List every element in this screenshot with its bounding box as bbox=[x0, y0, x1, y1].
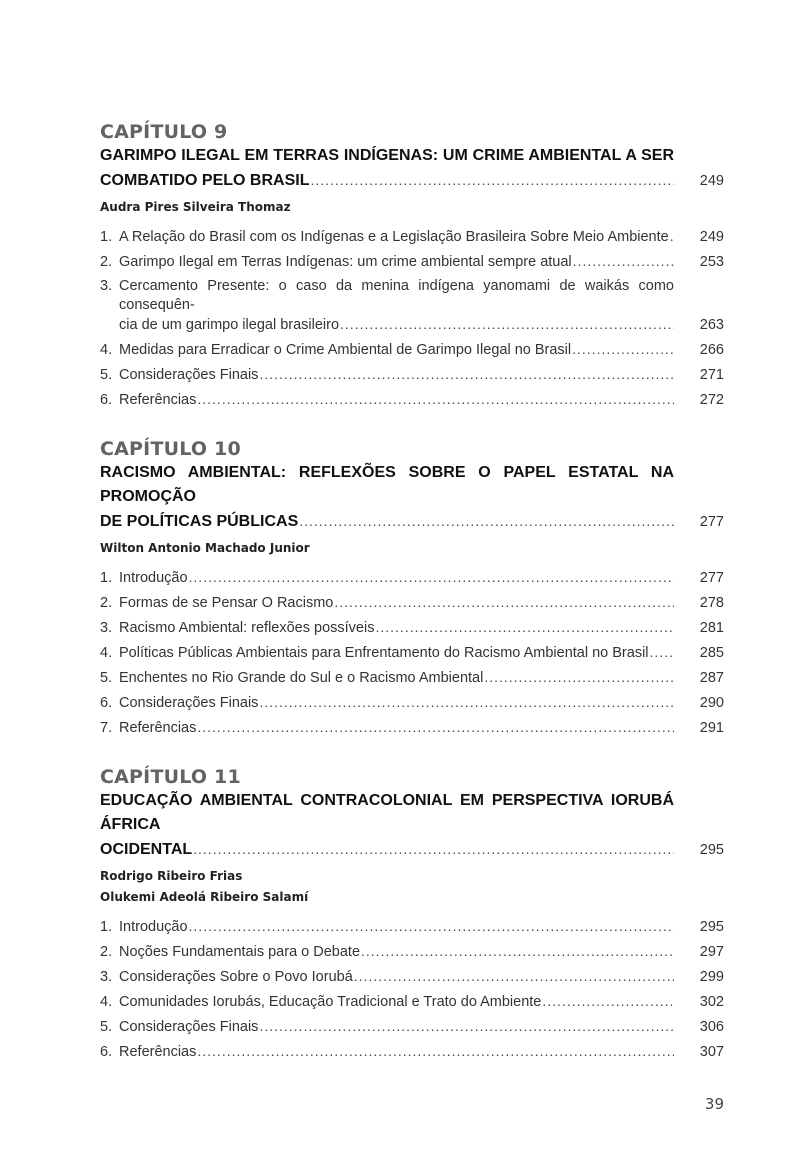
dot-leader bbox=[197, 1039, 674, 1063]
chapter-title bbox=[100, 461, 724, 534]
section-page: 295 bbox=[699, 919, 724, 935]
section-entry bbox=[100, 715, 724, 740]
section-title: Comunidades Iorubás, Educação Tradicional e Trato do Ambiente bbox=[119, 994, 542, 1010]
section-title: Enchentes no Rio Grande do Sul e o Racismo Ambiental bbox=[119, 670, 484, 686]
section-entry bbox=[100, 224, 724, 249]
section-entry bbox=[100, 989, 724, 1014]
section-page: 307 bbox=[699, 1044, 724, 1060]
section-entry bbox=[100, 690, 724, 715]
chapter-9 bbox=[100, 121, 724, 412]
chapter-title-line: EDUCAÇÃO AMBIENTAL CONTRACOLONIAL EM PERSPECTIVA IORUBÁ ÁFRICA bbox=[100, 792, 674, 833]
section-title: Referências bbox=[119, 720, 197, 736]
section-title: Cercamento Presente: o caso da menina indígena yanomami de waikás como consequên- bbox=[119, 278, 674, 313]
section-number: 4. bbox=[100, 994, 113, 1010]
section-entry bbox=[100, 1039, 724, 1064]
author-name: Audra Pires Silveira Thomaz bbox=[100, 200, 291, 214]
dot-leader bbox=[197, 715, 674, 739]
chapter-title-line: COMBATIDO PELO BRASIL bbox=[100, 172, 310, 189]
section-page: 272 bbox=[699, 392, 724, 408]
dot-leader bbox=[334, 590, 674, 614]
dot-leader bbox=[572, 337, 674, 361]
dot-leader bbox=[299, 509, 674, 533]
section-title: Referências bbox=[119, 1044, 197, 1060]
section-title-continued: cia de um garimpo ilegal brasileiro bbox=[119, 317, 340, 333]
section-title: Introdução bbox=[119, 570, 188, 586]
section-page: 302 bbox=[699, 994, 724, 1010]
section-entry bbox=[100, 665, 724, 690]
author-name: Wilton Antonio Machado Junior bbox=[100, 541, 310, 555]
dot-leader bbox=[375, 615, 674, 639]
dot-leader bbox=[542, 989, 674, 1013]
section-number: 3. bbox=[100, 278, 113, 294]
section-number: 6. bbox=[100, 1044, 113, 1060]
table-of-contents bbox=[100, 121, 724, 1090]
dot-leader bbox=[189, 914, 674, 938]
section-entry bbox=[100, 640, 724, 665]
author-name: Rodrigo Ribeiro Frias bbox=[100, 869, 243, 883]
section-page: 299 bbox=[699, 969, 724, 985]
section-page: 263 bbox=[699, 317, 724, 333]
section-page: 266 bbox=[699, 342, 724, 358]
section-title: Racismo Ambiental: reflexões possíveis bbox=[119, 620, 375, 636]
author-name: Olukemi Adeolá Ribeiro Salamí bbox=[100, 890, 309, 904]
section-number: 7. bbox=[100, 720, 113, 736]
section-title: Considerações Sobre o Povo Iorubá bbox=[119, 969, 353, 985]
dot-leader bbox=[340, 315, 674, 334]
section-title: Noções Fundamentais para o Debate bbox=[119, 944, 361, 960]
section-number: 5. bbox=[100, 670, 113, 686]
dot-leader bbox=[573, 249, 674, 273]
section-page: 249 bbox=[699, 229, 724, 245]
section-entry bbox=[100, 914, 724, 939]
section-title: Introdução bbox=[119, 919, 188, 935]
section-entry bbox=[100, 939, 724, 964]
section-number: 5. bbox=[100, 367, 113, 383]
section-page: 291 bbox=[699, 720, 724, 736]
section-entry bbox=[100, 337, 724, 362]
section-entry bbox=[100, 565, 724, 590]
section-page: 277 bbox=[699, 570, 724, 586]
chapter-page: 295 bbox=[699, 842, 724, 858]
section-entry bbox=[100, 964, 724, 989]
chapter-11 bbox=[100, 766, 724, 1064]
section-page: 306 bbox=[699, 1019, 724, 1035]
section-number: 3. bbox=[100, 969, 113, 985]
section-number: 4. bbox=[100, 342, 113, 358]
section-page: 285 bbox=[699, 645, 724, 661]
chapter-title bbox=[100, 789, 724, 862]
section-list bbox=[100, 224, 724, 412]
chapter-authors bbox=[100, 866, 724, 908]
dot-leader bbox=[310, 168, 674, 192]
section-number: 1. bbox=[100, 919, 113, 935]
section-entry bbox=[100, 249, 724, 274]
section-title: Considerações Finais bbox=[119, 367, 259, 383]
page-number: 39 bbox=[704, 1095, 724, 1113]
section-entry bbox=[100, 590, 724, 615]
section-number: 4. bbox=[100, 645, 113, 661]
section-entry bbox=[100, 274, 724, 337]
chapter-page: 249 bbox=[699, 173, 724, 189]
chapter-title-line: OCIDENTAL bbox=[100, 841, 193, 858]
dot-leader bbox=[189, 565, 674, 589]
section-entry bbox=[100, 615, 724, 640]
dot-leader bbox=[259, 362, 674, 386]
dot-leader bbox=[650, 640, 674, 664]
section-title: Considerações Finais bbox=[119, 1019, 259, 1035]
section-title: Medidas para Erradicar o Crime Ambiental de Garimpo Ilegal no Brasil bbox=[119, 342, 572, 358]
chapter-label: CAPÍTULO 10 bbox=[100, 438, 241, 460]
section-title: A Relação do Brasil com os Indígenas e a Legislação Brasileira Sobre Meio Ambiente bbox=[119, 229, 669, 245]
dot-leader bbox=[361, 939, 674, 963]
section-title: Considerações Finais bbox=[119, 695, 259, 711]
section-number: 2. bbox=[100, 595, 113, 611]
section-number: 1. bbox=[100, 570, 113, 586]
chapter-label: CAPÍTULO 11 bbox=[100, 766, 241, 788]
section-number: 5. bbox=[100, 1019, 113, 1035]
dot-leader bbox=[670, 224, 674, 248]
chapter-title-line: GARIMPO ILEGAL EM TERRAS INDÍGENAS: UM CRIME AMBIENTAL A SER bbox=[100, 147, 674, 164]
dot-leader bbox=[197, 387, 674, 411]
chapter-label: CAPÍTULO 9 bbox=[100, 121, 228, 143]
chapter-title-line: RACISMO AMBIENTAL: REFLEXÕES SOBRE O PAPEL ESTATAL NA PROMOÇÃO bbox=[100, 464, 674, 505]
section-entry bbox=[100, 387, 724, 412]
section-number: 6. bbox=[100, 392, 113, 408]
chapter-authors bbox=[100, 197, 724, 218]
section-entry bbox=[100, 362, 724, 387]
chapter-title bbox=[100, 144, 724, 193]
section-page: 290 bbox=[699, 695, 724, 711]
section-title: Políticas Públicas Ambientais para Enfrentamento do Racismo Ambiental no Brasil bbox=[119, 645, 649, 661]
dot-leader bbox=[259, 690, 674, 714]
chapter-title-line: DE POLÍTICAS PÚBLICAS bbox=[100, 513, 299, 530]
section-number: 3. bbox=[100, 620, 113, 636]
section-page: 281 bbox=[699, 620, 724, 636]
section-page: 278 bbox=[699, 595, 724, 611]
section-number: 6. bbox=[100, 695, 113, 711]
section-title: Referências bbox=[119, 392, 197, 408]
chapter-authors bbox=[100, 538, 724, 559]
dot-leader bbox=[193, 837, 674, 861]
dot-leader bbox=[259, 1014, 674, 1038]
section-list bbox=[100, 914, 724, 1064]
section-title: Formas de se Pensar O Racismo bbox=[119, 595, 334, 611]
chapter-page: 277 bbox=[699, 514, 724, 530]
section-number: 1. bbox=[100, 229, 113, 245]
section-number: 2. bbox=[100, 254, 113, 270]
section-title: Garimpo Ilegal em Terras Indígenas: um crime ambiental sempre atual bbox=[119, 254, 572, 270]
section-page: 297 bbox=[699, 944, 724, 960]
section-list bbox=[100, 565, 724, 740]
chapter-10 bbox=[100, 438, 724, 740]
section-number: 2. bbox=[100, 944, 113, 960]
section-entry bbox=[100, 1014, 724, 1039]
section-page: 253 bbox=[699, 254, 724, 270]
dot-leader bbox=[354, 964, 674, 988]
section-page: 287 bbox=[699, 670, 724, 686]
dot-leader bbox=[484, 665, 674, 689]
section-page: 271 bbox=[699, 367, 724, 383]
